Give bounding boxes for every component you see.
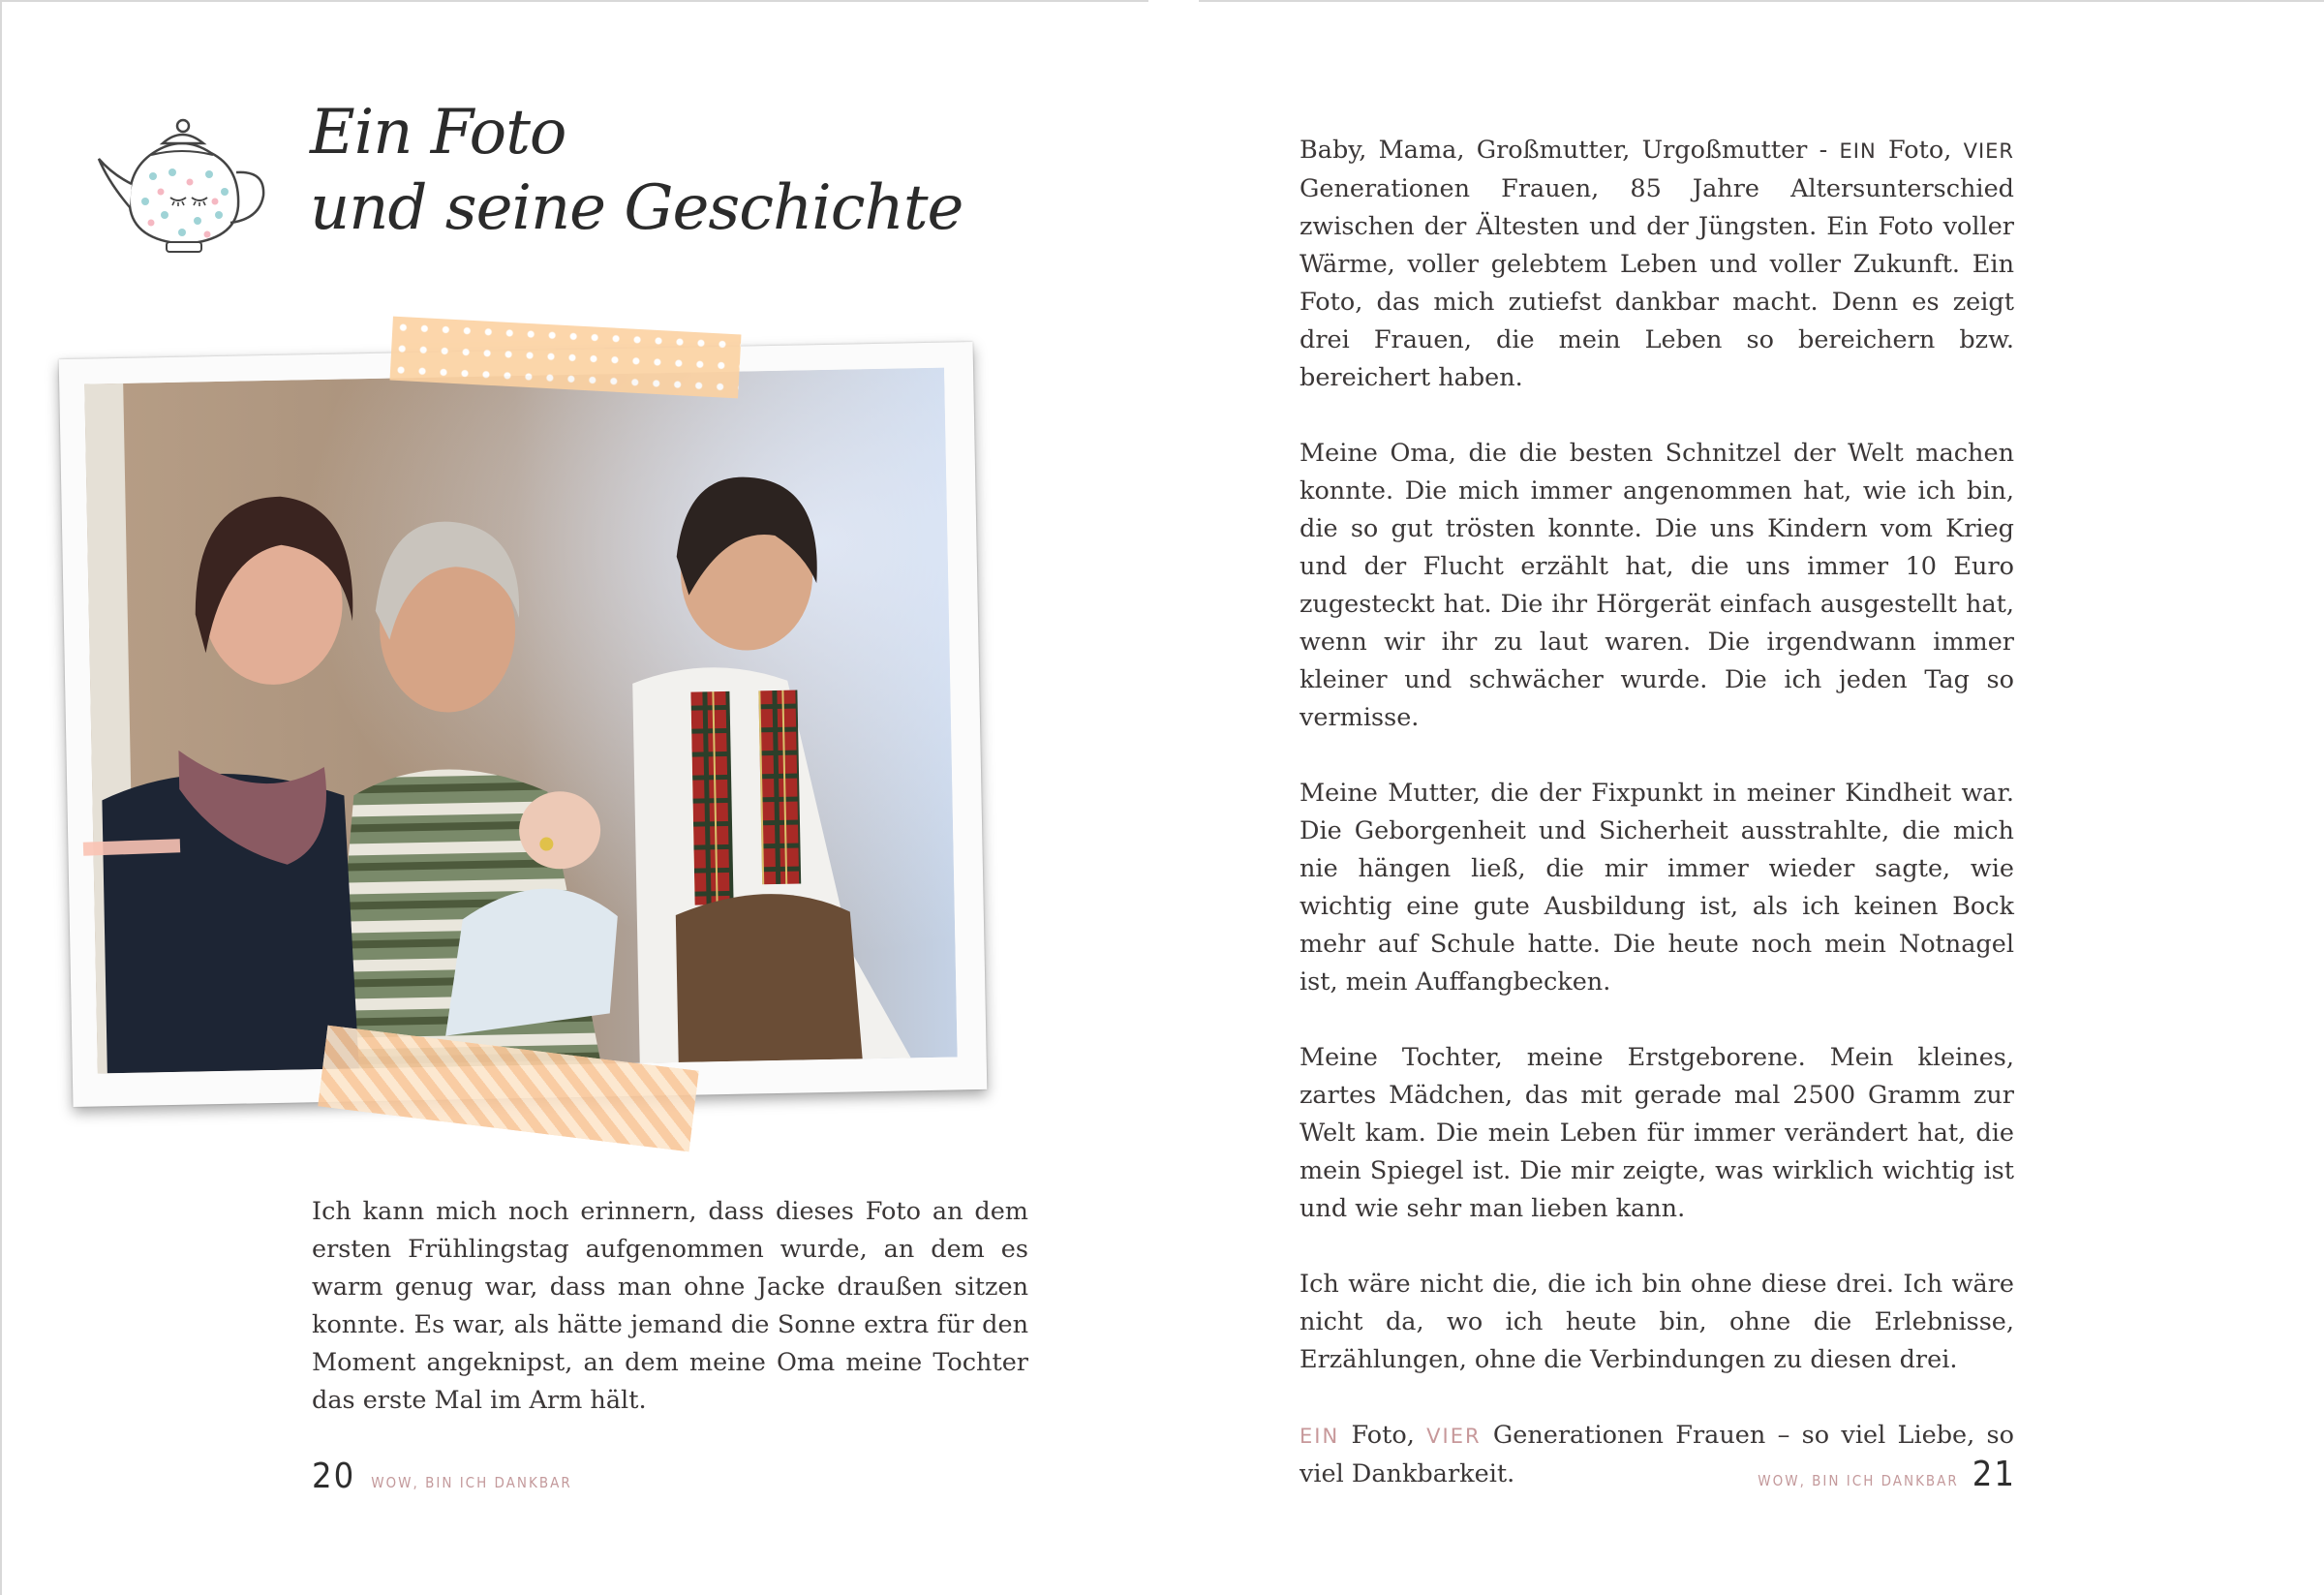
p1-ein: EIN: [1839, 139, 1877, 163]
running-title-right: WOW, BIN ICH DANKBAR: [1758, 1472, 1959, 1489]
teapot-icon: [95, 114, 271, 256]
running-title-left: WOW, BIN ICH DANKBAR: [371, 1474, 572, 1491]
page-number-right: 21: [1972, 1455, 2016, 1494]
folio-left: [312, 1457, 572, 1496]
gutter: [1148, 0, 1199, 1595]
photo-frame: [66, 351, 980, 1098]
p6-mid: Foto,: [1339, 1421, 1427, 1450]
p1-mid: Foto,: [1876, 136, 1964, 165]
right-paragraph-5: Ich wäre nicht die, die ich bin ohne diese drei. Ich wäre nicht da, wo ich heute bin, ohne die Erlebnisse, Erzählungen, ohne die Verbindungen zu diesen drei.: [1300, 1270, 2014, 1374]
p6-vier: VIER: [1426, 1425, 1482, 1448]
right-paragraph-2: Meine Oma, die die besten Schnitzel der Welt machen konnte. Die mich immer angenommen hat, wie ich bin, die so gut trösten konnte. Die uns Kindern vom Krieg und der Flucht erzählt hat, die uns immer 10 Euro zugesteckt hat. Die ihr Hörgerät einfach ausgestellt hat, wenn wir ihr zu laut waren. Die irgendwann immer kleiner und schwächer wurde. Die ich jeden Tag so vermisse.: [1300, 439, 2014, 732]
p1-rest: Generationen Frauen, 85 Jahre Altersunterschied zwischen der Ältesten und der Jüngsten. Ein Foto voller Wärme, voller gelebtem Leben und voller Zukunft. Ein Foto, das mich zutiefst dankbar macht. Denn es zeigt drei Frauen, die mein Leben so bereichern bzw. bereichert haben.: [1300, 174, 2014, 392]
right-paragraph-1: [1300, 132, 2014, 397]
p6-ein: EIN: [1300, 1425, 1340, 1448]
left-paragraph-text: Ich kann mich noch erinnern, dass dieses Foto an dem ersten Frühlingstag aufgenommen wurde, an dem es warm genug war, dass man ohne Jacke draußen sitzen konnte. Es war, als hätte jemand die Sonne extra für den Moment angeknipst, an dem meine Oma meine Tochter das erste Mal im Arm hält.: [312, 1197, 1028, 1415]
page-number-left: 20: [312, 1457, 356, 1496]
polaroid-border: [59, 342, 988, 1107]
right-paragraph-3: Meine Mutter, die der Fixpunkt in meiner Kindheit war. Die Geborgenheit und Sicherheit ausstrahlte, die mich nie hängen ließ, die mir immer wieder sagte, wie wichtig eine gute Ausbildung ist, als ich keinen Bock mehr auf Schule hatte. Die heute noch mein Notnagel ist, mein Auffangbecken.: [1300, 779, 2014, 997]
title-line-2: und seine Geschichte: [310, 172, 963, 244]
left-paragraph: [312, 1193, 1028, 1420]
p1-vier: VIER: [1963, 139, 2014, 163]
p1-start: Baby, Mama, Großmutter, Urgoßmutter -: [1300, 136, 1840, 165]
page-title: [310, 95, 963, 246]
title-line-1: Ein Foto: [310, 97, 566, 169]
folio-right: [1758, 1455, 2016, 1494]
left-page: [0, 0, 1148, 1595]
right-column: [1300, 132, 2014, 1531]
right-paragraph-4: Meine Tochter, meine Erstgeborene. Mein kleines, zartes Mädchen, das mit gerade mal 2500 Gramm zur Welt kam. Die mein Leben für immer verändert hat, die mein Spiegel ist. Die mir zeigte, was wirklich wichtig ist und wie sehr man lieben kann.: [1300, 1043, 2014, 1223]
p6-rest: Generationen Frauen – so viel Liebe, so viel Dankbarkeit.: [1300, 1421, 2014, 1488]
family-photo: [84, 368, 958, 1074]
